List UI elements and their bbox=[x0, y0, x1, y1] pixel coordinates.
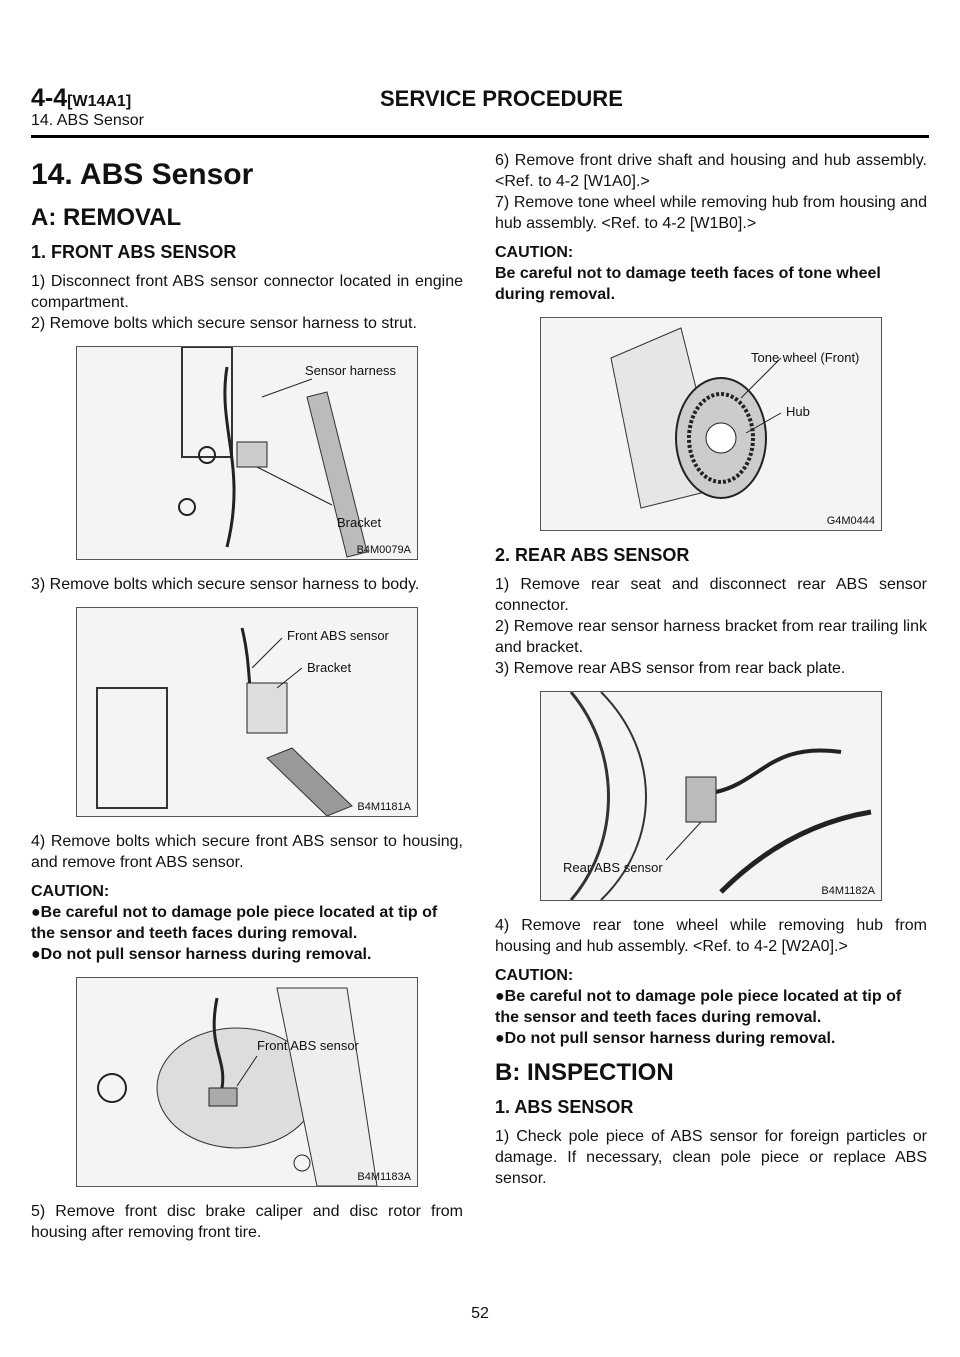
label-front-abs-sensor: Front ABS sensor bbox=[257, 1038, 359, 1053]
caution-item: ●Be careful not to damage pole piece located at tip of the sensor and teeth faces during removal. bbox=[31, 904, 438, 942]
front-sensor-heading: 1. FRONT ABS SENSOR bbox=[31, 242, 237, 262]
left-column bbox=[31, 150, 463, 1243]
rear-step-3: 3) Remove rear ABS sensor from rear back plate. bbox=[495, 660, 846, 677]
step-4: 4) Remove bolts which secure front ABS sensor to housing, and remove front ABS sensor. bbox=[31, 833, 463, 871]
figure-b4m1183a bbox=[76, 977, 418, 1187]
caution-title: CAUTION: bbox=[31, 883, 110, 900]
abs-sensor-heading: 1. ABS SENSOR bbox=[495, 1097, 634, 1117]
label-bracket: Bracket bbox=[307, 660, 352, 675]
caution-block bbox=[495, 965, 927, 1049]
step-5: 5) Remove front disc brake caliper and disc rotor from housing after removing front tire. bbox=[31, 1203, 463, 1241]
rear-step-2: 2) Remove rear sensor harness bracket from rear trailing link and bracket. bbox=[495, 618, 927, 656]
header-rule bbox=[31, 135, 929, 138]
figure-caption: G4M0444 bbox=[826, 515, 875, 527]
caution-item: ●Do not pull sensor harness during removal. bbox=[31, 946, 372, 963]
removal-heading: A: REMOVAL bbox=[31, 204, 182, 231]
figure-caption: B4M1181A bbox=[357, 801, 411, 813]
header-ref: [W14A1] bbox=[67, 93, 132, 110]
caution-title: CAUTION: bbox=[495, 967, 574, 984]
figure-illustration bbox=[77, 978, 417, 1186]
label-sensor-harness: Sensor harness bbox=[305, 363, 397, 378]
label-rear-abs-sensor: Rear ABS sensor bbox=[563, 860, 663, 875]
label-hub: Hub bbox=[786, 404, 810, 419]
figure-g4m0444 bbox=[540, 317, 882, 531]
figure-caption: B4M1182A bbox=[821, 885, 875, 897]
rear-sensor-heading: 2. REAR ABS SENSOR bbox=[495, 545, 690, 565]
caution-text: Be careful not to damage teeth faces of tone wheel during removal. bbox=[495, 265, 881, 303]
step-2: 2) Remove bolts which secure sensor harness to strut. bbox=[31, 315, 417, 332]
figure-b4m1182a bbox=[540, 691, 882, 901]
rear-step-1: 1) Remove rear seat and disconnect rear ABS sensor connector. bbox=[495, 576, 927, 614]
label-front-abs-sensor: Front ABS sensor bbox=[287, 628, 389, 643]
header-subtitle: 14. ABS Sensor bbox=[31, 112, 144, 129]
figure-b4m1181a bbox=[76, 607, 418, 817]
header-code: 4-4[W14A1] bbox=[31, 84, 132, 112]
rear-step-4: 4) Remove rear tone wheel while removing hub from housing and hub assembly. <Ref. to 4-2 [W2A0].> bbox=[495, 917, 927, 955]
caution-title: CAUTION: bbox=[495, 244, 574, 261]
inspection-heading: B: INSPECTION bbox=[495, 1059, 674, 1086]
inspection-step-1: 1) Check pole piece of ABS sensor for foreign particles or damage. If necessary, clean pole piece or replace ABS sensor. bbox=[495, 1128, 927, 1187]
label-tone-wheel-front: Tone wheel (Front) bbox=[751, 350, 860, 365]
step-6: 6) Remove front drive shaft and housing and hub assembly. <Ref. to 4-2 [W1A0].> bbox=[495, 152, 927, 190]
section-title: 14. ABS Sensor bbox=[31, 158, 254, 191]
caution-item: ●Be careful not to damage pole piece located at tip of the sensor and teeth faces during removal. bbox=[495, 988, 902, 1026]
right-column bbox=[495, 150, 927, 1189]
page-number: 52 bbox=[471, 1305, 489, 1322]
step-1: 1) Disconnect front ABS sensor connector located in engine compartment. bbox=[31, 273, 463, 311]
figure-caption: B4M1183A bbox=[357, 1171, 411, 1183]
header-title: SERVICE PROCEDURE bbox=[380, 86, 623, 111]
figure-b4m0079a bbox=[76, 346, 418, 560]
figure-caption: B4M0079A bbox=[356, 544, 411, 556]
caution-block bbox=[31, 881, 463, 965]
step-7: 7) Remove tone wheel while removing hub from housing and hub assembly. <Ref. to 4-2 [W1B0].> bbox=[495, 194, 927, 232]
caution-item: ●Do not pull sensor harness during removal. bbox=[495, 1030, 836, 1047]
caution-block bbox=[495, 242, 927, 305]
step-3: 3) Remove bolts which secure sensor harness to body. bbox=[31, 576, 420, 593]
label-bracket: Bracket bbox=[337, 515, 382, 530]
